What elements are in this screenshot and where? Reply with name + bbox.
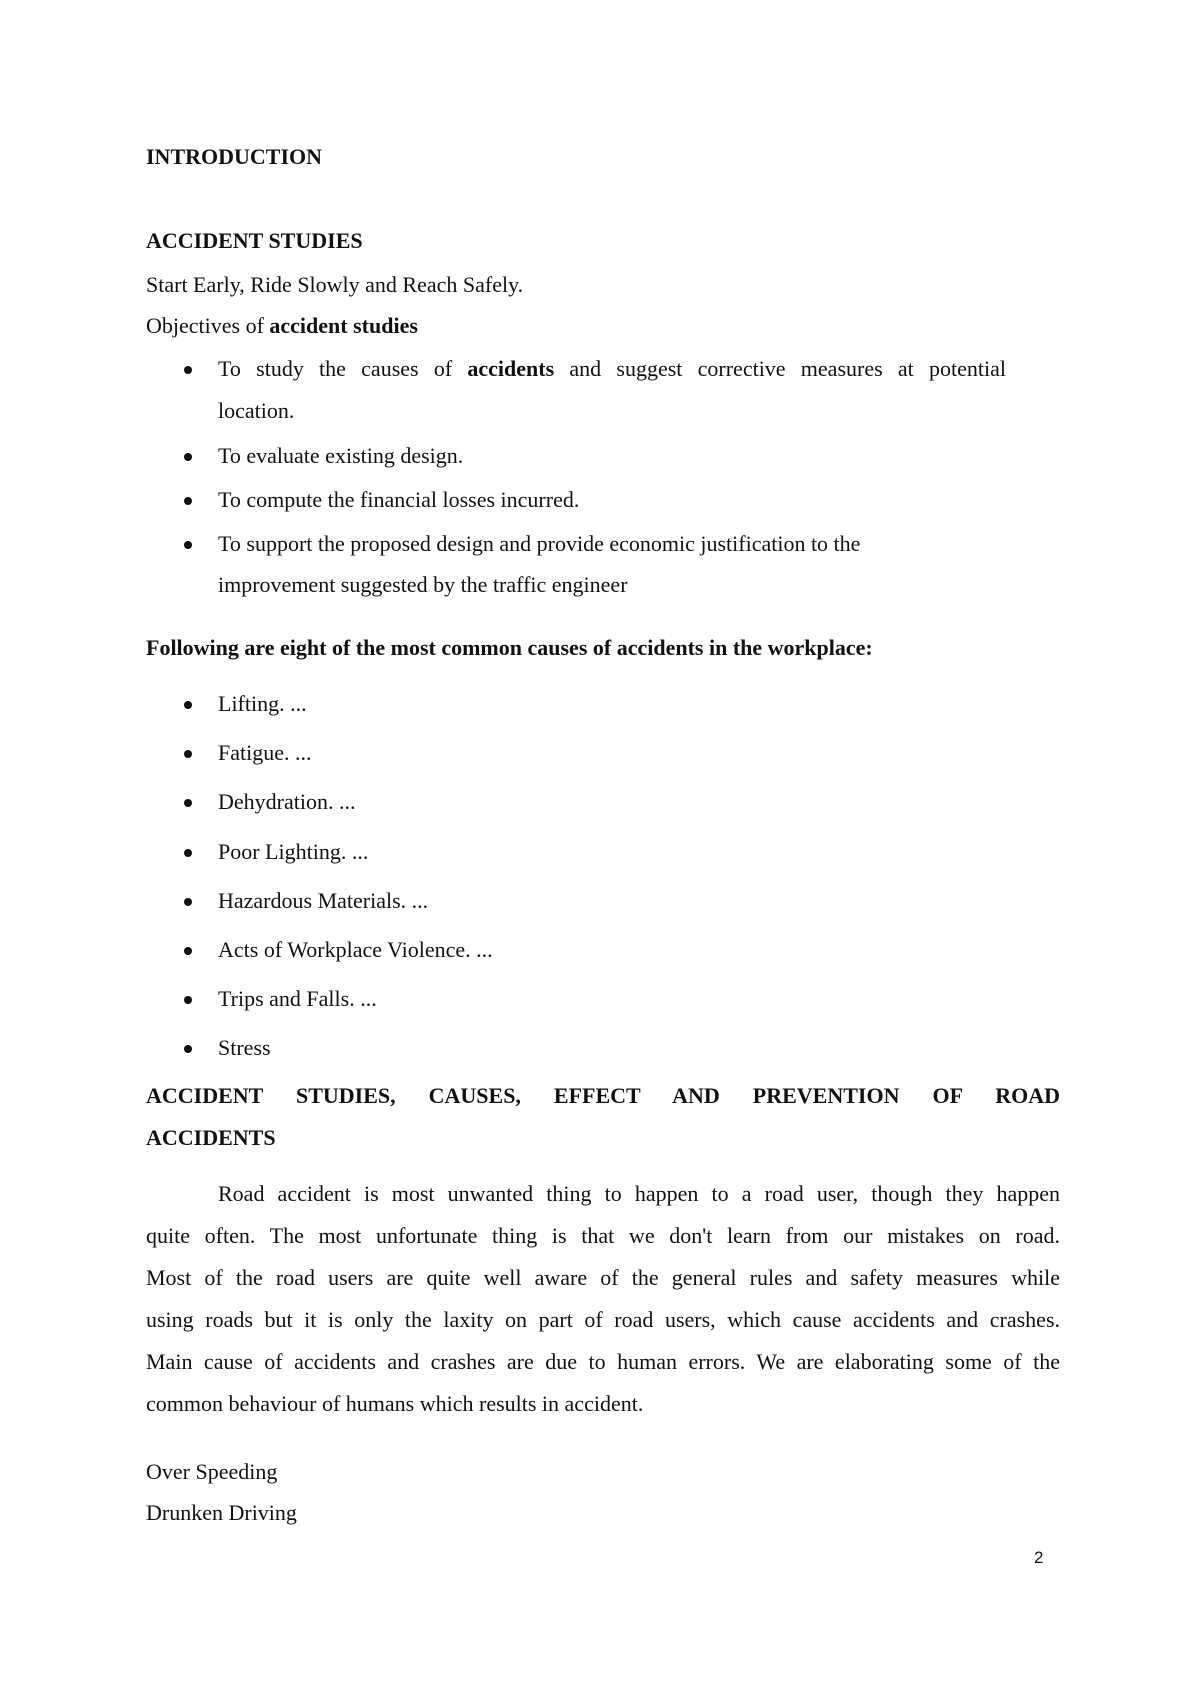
objective-item-1-bold: accidents	[467, 356, 555, 381]
objective-item-1-suffix: and suggest corrective measures at potential	[554, 356, 1006, 381]
paragraph-line: Main cause of accidents and crashes are due to human errors. We are elaborating some of the	[146, 1349, 1060, 1374]
section-heading-line-1: ACCIDENT STUDIES, CAUSES, EFFECT AND PREVENTION OF ROAD	[146, 1083, 1060, 1108]
objective-item-1-prefix: To study the causes of	[218, 356, 468, 381]
cause-item: Lifting. ...	[218, 691, 307, 716]
bullet-icon	[184, 750, 192, 758]
bullet-icon	[184, 849, 192, 857]
bullet-icon	[184, 996, 192, 1004]
objective-item-2: To evaluate existing design.	[218, 443, 464, 468]
behaviour-item: Drunken Driving	[146, 1500, 297, 1525]
cause-item: Acts of Workplace Violence. ...	[218, 937, 493, 962]
objective-item-4-line-2: improvement suggested by the traffic engineer	[218, 572, 628, 597]
cause-item: Trips and Falls. ...	[218, 986, 377, 1011]
paragraph-line: Road accident is most unwanted thing to happen to a road user, though they happen	[218, 1181, 1060, 1206]
bullet-icon	[184, 947, 192, 955]
section-heading-line-2: ACCIDENTS	[146, 1125, 276, 1150]
bullet-icon	[184, 799, 192, 807]
objective-item-1-line-1	[218, 356, 1006, 382]
paragraph-line: common behaviour of humans which results in accident.	[146, 1391, 644, 1416]
page-number: 2	[1034, 1548, 1044, 1567]
cause-item: Stress	[218, 1035, 271, 1060]
bullet-icon	[184, 1045, 192, 1053]
cause-item: Dehydration. ...	[218, 789, 356, 814]
objective-item-4-line-1: To support the proposed design and provide economic justification to the	[218, 531, 861, 556]
paragraph-line: quite often. The most unfortunate thing is that we don't learn from our mistakes on road.	[146, 1223, 1060, 1248]
bullet-icon	[184, 898, 192, 906]
bullet-icon	[184, 701, 192, 709]
objectives-heading	[146, 313, 418, 339]
cause-item: Hazardous Materials. ...	[218, 888, 429, 913]
bullet-icon	[184, 366, 192, 374]
bullet-icon	[184, 541, 192, 549]
bullet-icon	[184, 497, 192, 505]
heading-introduction: INTRODUCTION	[146, 144, 323, 169]
heading-accident-studies: ACCIDENT STUDIES	[146, 228, 363, 253]
cause-item: Fatigue. ...	[218, 740, 312, 765]
cause-item: Poor Lighting. ...	[218, 839, 369, 864]
objectives-heading-bold: accident studies	[269, 313, 418, 338]
slogan-text: Start Early, Ride Slowly and Reach Safely.	[146, 272, 524, 297]
behaviour-item: Over Speeding	[146, 1459, 278, 1484]
causes-heading: Following are eight of the most common causes of accidents in the workplace:	[146, 635, 873, 660]
objective-item-1-line-2: location.	[218, 398, 295, 423]
paragraph-line: using roads but it is only the laxity on part of road users, which cause accidents and crashes.	[146, 1307, 1060, 1332]
bullet-icon	[184, 453, 192, 461]
objective-item-3: To compute the financial losses incurred.	[218, 487, 580, 512]
paragraph-line: Most of the road users are quite well aware of the general rules and safety measures while	[146, 1265, 1060, 1290]
objectives-heading-prefix: Objectives of	[146, 313, 270, 338]
